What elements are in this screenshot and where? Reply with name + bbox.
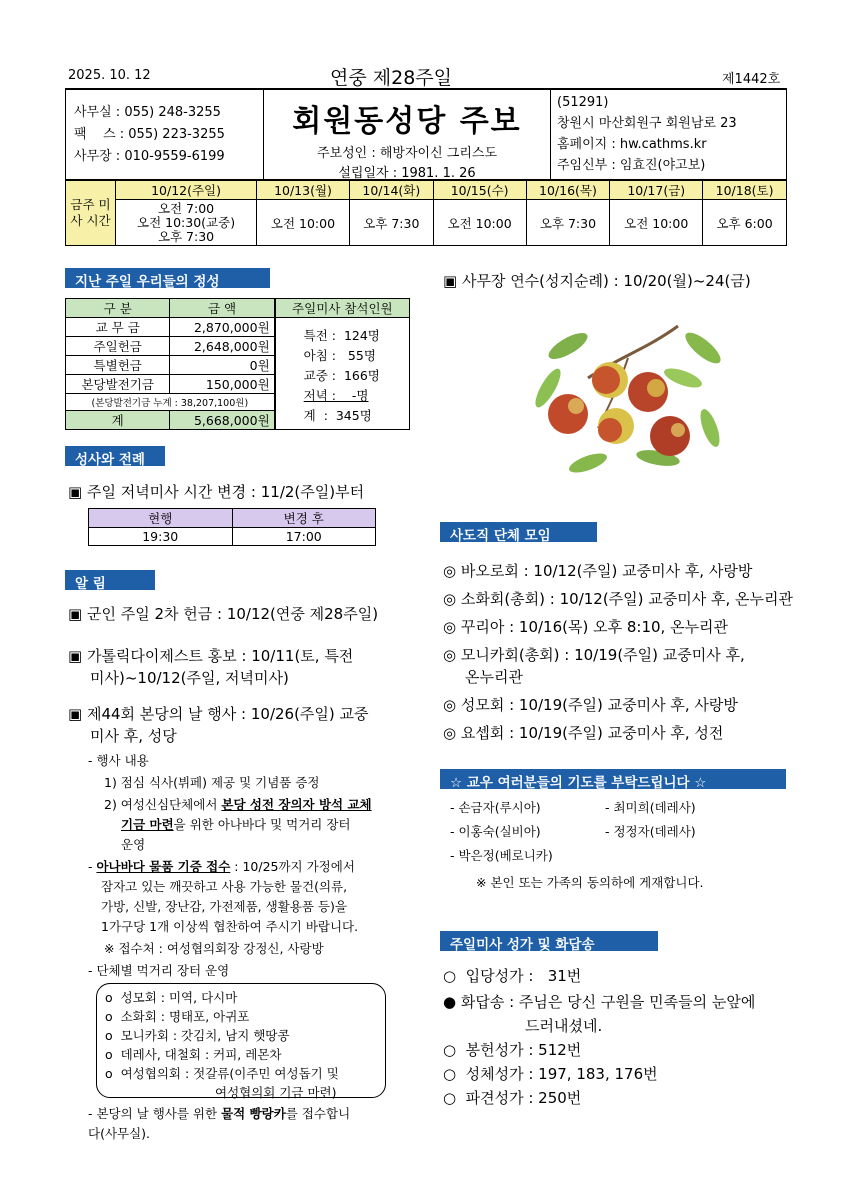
donation-notice [88, 857, 418, 877]
responsorial-psalm: ● 화답송 : 주님은 당신 구원을 민족들의 눈앞에 [443, 993, 756, 1011]
event-item-market-end: 운영 [121, 837, 146, 852]
retreat-notice: ▣ 사무장 연수(성지순례) : 10/20(월)~24(금) [443, 272, 751, 290]
donation-line: 가방, 신발, 장난감, 가전제품, 생활용품 등)을 [101, 899, 347, 914]
prayer-list-right [605, 796, 696, 844]
change-header-current: 현행 [89, 509, 233, 528]
evening-mass-change: ▣ 주일 저녁미사 시간 변경 : 11/2(주일)부터 [68, 483, 365, 501]
pastor: 주임신부 : 임효진(야고보) [557, 158, 706, 173]
event-content-heading: - 행사 내용 [88, 753, 149, 768]
food-stall-item: o 여성협의회 : 젓갈류(이주민 여성돕기 및 [105, 1066, 339, 1081]
secretary-phone: 사무장 : 010-9559-6199 [74, 149, 225, 164]
liturgical-week: 연중 제28주일 [330, 67, 452, 89]
attendance-main: 교중 : 166명 [303, 368, 380, 383]
mass-time-change-table [88, 508, 376, 546]
food-stall-item-cont: 여성협의회 기금 마련) [215, 1085, 337, 1100]
supply-emphasis: 물적 빵랑카 [221, 1106, 286, 1121]
sunday-time: 오전 7:00 [157, 200, 215, 216]
donation-emphasis: 아나바다 물품 기증 접수 [96, 859, 231, 874]
group-meeting-cont: 온누리관 [465, 668, 523, 686]
prayer-person: - 이홍숙(실비아) [450, 824, 541, 839]
group-meeting: ◎ 바오로회 : 10/12(주일) 교중미사 후, 사랑방 [443, 562, 753, 580]
communion-hymn: ○ 성체성가 : 197, 183, 176번 [443, 1065, 658, 1083]
donation-line: 잠자고 있는 깨끗하고 사용 가능한 물건(의류, [101, 879, 348, 894]
attendance-morning: 아침 : 55명 [303, 348, 376, 363]
office-phone: 사무실 : 055) 248-3255 [74, 105, 221, 120]
offering-category: 특별헌금 [66, 356, 170, 375]
offering-header-amount: 금 액 [170, 299, 275, 318]
attendance-header: 주일미사 참석인원 [275, 299, 410, 318]
food-stall-item: o 성모회 : 미역, 다시마 [105, 990, 238, 1005]
group-meeting: ◎ 요셉회 : 10/19(주일) 교중미사 후, 성전 [443, 724, 724, 742]
patron-saint: 주보성인 : 해방자이신 그리스도 [316, 146, 498, 161]
donation-dash: - [88, 859, 97, 874]
donation-receipt-place: ※ 접수처 : 여성협의회장 강정신, 사랑방 [104, 941, 324, 956]
mass-time: 오후 7:30 [349, 200, 433, 246]
offering-total-amount: 5,668,000원 [170, 411, 275, 430]
event-item-market-text: 2) 여성신심단체에서 [104, 797, 222, 812]
event-item-market [88, 795, 418, 815]
sunday-time: 오전 10:30(교중) [137, 214, 236, 230]
prayer-person: - 정정자(데레사) [605, 824, 696, 839]
fax-number: 팩 스 : 055) 223-3255 [74, 127, 225, 142]
event-item-market-emphasis: 본당 성전 장의자 방석 교체 [221, 797, 372, 812]
offering-total-label: 계 [66, 411, 170, 430]
prayer-consent-note: ※ 본인 또는 가족의 동의하에 게재합니다. [476, 875, 704, 890]
attendance-vigil: 특전 : 124명 [303, 328, 380, 343]
group-meeting: ◎ 모니카회(총회) : 10/19(주일) 교중미사 후, [443, 646, 745, 664]
offering-header-category: 구 분 [66, 299, 170, 318]
entrance-hymn: ○ 입당성가 : 31번 [443, 967, 582, 985]
attendance-evening: 저녁 : -명 [303, 388, 369, 403]
supply-text-cont: 다(사무실). [88, 1126, 151, 1141]
recessional-hymn: ○ 파견성가 : 250번 [443, 1089, 582, 1107]
mass-time: 오전 10:00 [610, 200, 703, 246]
issue-number: 제1442호 [722, 72, 781, 87]
hymns-section-title: 주일미사 성가 및 화답송 [440, 931, 658, 951]
day-header: 10/12(주일) [116, 181, 257, 200]
contact-block [66, 90, 264, 180]
notice-section-title: 알 림 [65, 570, 155, 590]
hymns-list [443, 964, 803, 1110]
bulletin-header [65, 90, 787, 180]
food-market-heading: - 단체별 먹거리 장터 운영 [88, 963, 230, 978]
offering-category: 주일헌금 [66, 337, 170, 356]
offering-amount: 150,000원 [170, 375, 275, 394]
new-time: 17:00 [232, 528, 376, 546]
offering-amount: 2,648,000원 [170, 337, 275, 356]
prayer-person: - 최미희(데레사) [605, 800, 696, 815]
offering-amount: 0원 [170, 356, 275, 375]
event-item-market-text: 을 위한 아나바다 및 먹거리 장터 [173, 817, 351, 832]
mass-schedule-table [65, 180, 787, 246]
address-block [550, 90, 786, 180]
offering-amount: 2,870,000원 [170, 318, 275, 337]
notice-digest-line1: 가톨릭다이제스트 홍보 : 10/11(토, 특전 [86, 647, 354, 665]
supply-text: - 본당의 날 행사를 위한 [88, 1106, 222, 1121]
parish-day-details [88, 751, 418, 981]
food-stall-box [96, 983, 386, 1098]
bulletin-name: 회원동성당 주보 [292, 104, 522, 139]
notice-digest: ▣ 가톨릭다이제스트 홍보 : 10/11(토, 특전 미사)~10/12(주일, 저녁미사) [68, 647, 354, 687]
day-header: 10/17(금) [610, 181, 703, 200]
group-meeting: ◎ 소화회(총회) : 10/12(주일) 교중미사 후, 온누리관 [443, 590, 793, 608]
prayer-section-title: ☆ 교우 여러분들의 기도를 부탁드립니다 ☆ [440, 769, 786, 789]
notice-digest-line2: 미사)~10/12(주일, 저녁미사) [90, 669, 289, 687]
notice-parish-day: ▣ 제44회 본당의 날 행사 : 10/26(주일) 교중 미사 후, 성당 [68, 705, 369, 745]
homepage: 홈페이지 : hw.cathms.kr [557, 137, 707, 152]
prayer-list-left [450, 796, 553, 868]
food-stall-item: o 데레사, 대철회 : 커피, 레몬차 [105, 1047, 282, 1062]
mass-time: 오전 10:00 [257, 200, 350, 246]
attendance-cell [275, 318, 410, 430]
responsorial-psalm-cont: 드러내셨네. [525, 1017, 603, 1035]
mass-time: 오후 6:00 [703, 200, 787, 246]
food-stall-item: o 소화회 : 명태포, 아귀포 [105, 1009, 250, 1024]
group-meeting: ◎ 꾸리아 : 10/16(목) 오후 8:10, 온누리관 [443, 618, 729, 636]
day-header: 10/13(월) [257, 181, 350, 200]
title-block [264, 90, 550, 180]
mass-time: 오전 10:00 [433, 200, 526, 246]
liturgy-section-title: 성사와 전례 [65, 446, 165, 466]
food-stall-item: o 모니카회 : 갓김치, 남지 햇땅콩 [105, 1028, 290, 1043]
postal-code: (51291) [557, 95, 609, 110]
event-item-lunch: 1) 점심 식사(뷔페) 제공 및 기념품 증정 [104, 775, 320, 790]
offering-table [65, 298, 410, 430]
offering-category: 교 무 금 [66, 318, 170, 337]
groups-section-title: 사도직 단체 모임 [440, 522, 597, 542]
development-fund-cumulative: (본당발전기금 누계 : 38,207,100원) [66, 394, 275, 411]
supply-text: 를 접수합니 [285, 1106, 351, 1121]
offertory-hymn: ○ 봉헌성가 : 512번 [443, 1041, 582, 1059]
jujube-fruit-image [528, 318, 726, 476]
change-header-after: 변경 후 [232, 509, 376, 528]
offering-category: 본당발전기금 [66, 375, 170, 394]
sunday-time: 오후 7:30 [157, 228, 215, 244]
notice-parish-day-line2: 미사 후, 성당 [90, 727, 177, 745]
retreat-notice-text: 사무장 연수(성지순례) : 10/20(월)~24(금) [461, 272, 751, 290]
mass-schedule-label: 금주 미사 시간 [66, 181, 116, 246]
bulletin-date: 2025. 10. 12 [68, 68, 151, 83]
donation-line: 1가구당 1개 이상씩 협찬하여 주시기 바랍니다. [101, 919, 359, 934]
address: 창원시 마산회원구 회원남로 23 [557, 116, 737, 131]
notice-military-text: 군인 주일 2차 헌금 : 10/12(연중 제28주일) [86, 605, 379, 623]
day-header: 10/15(수) [433, 181, 526, 200]
supply-notice [88, 1104, 418, 1144]
prayer-person: - 손금자(루시아) [450, 800, 541, 815]
event-item-market-cont [88, 815, 418, 835]
notice-military: ▣ 군인 주일 2차 헌금 : 10/12(연중 제28주일) [68, 605, 379, 623]
notice-parish-day-line1: 제44회 본당의 날 행사 : 10/26(주일) 교중 [86, 705, 369, 723]
group-meeting: ◎ 성모회 : 10/19(주일) 교중미사 후, 사랑방 [443, 696, 738, 714]
evening-mass-change-text: 주일 저녁미사 시간 변경 : 11/2(주일)부터 [86, 483, 365, 501]
day-header: 10/18(토) [703, 181, 787, 200]
mass-time: 오후 7:30 [526, 200, 610, 246]
day-header: 10/16(목) [526, 181, 610, 200]
prayer-person: - 박은정(베로니카) [450, 848, 553, 863]
founding-date: 설립일자 : 1981. 1. 26 [338, 166, 476, 181]
attendance-total: 계 : 345명 [303, 408, 372, 423]
current-time: 19:30 [89, 528, 233, 546]
donation-text: : 10/25까지 가정에서 [230, 859, 355, 874]
day-header: 10/14(화) [349, 181, 433, 200]
event-item-market-emphasis: 기금 마련 [121, 817, 174, 832]
offering-section-title: 지난 주일 우리들의 정성 [65, 268, 270, 288]
sunday-times [116, 200, 257, 246]
groups-list [443, 560, 803, 744]
